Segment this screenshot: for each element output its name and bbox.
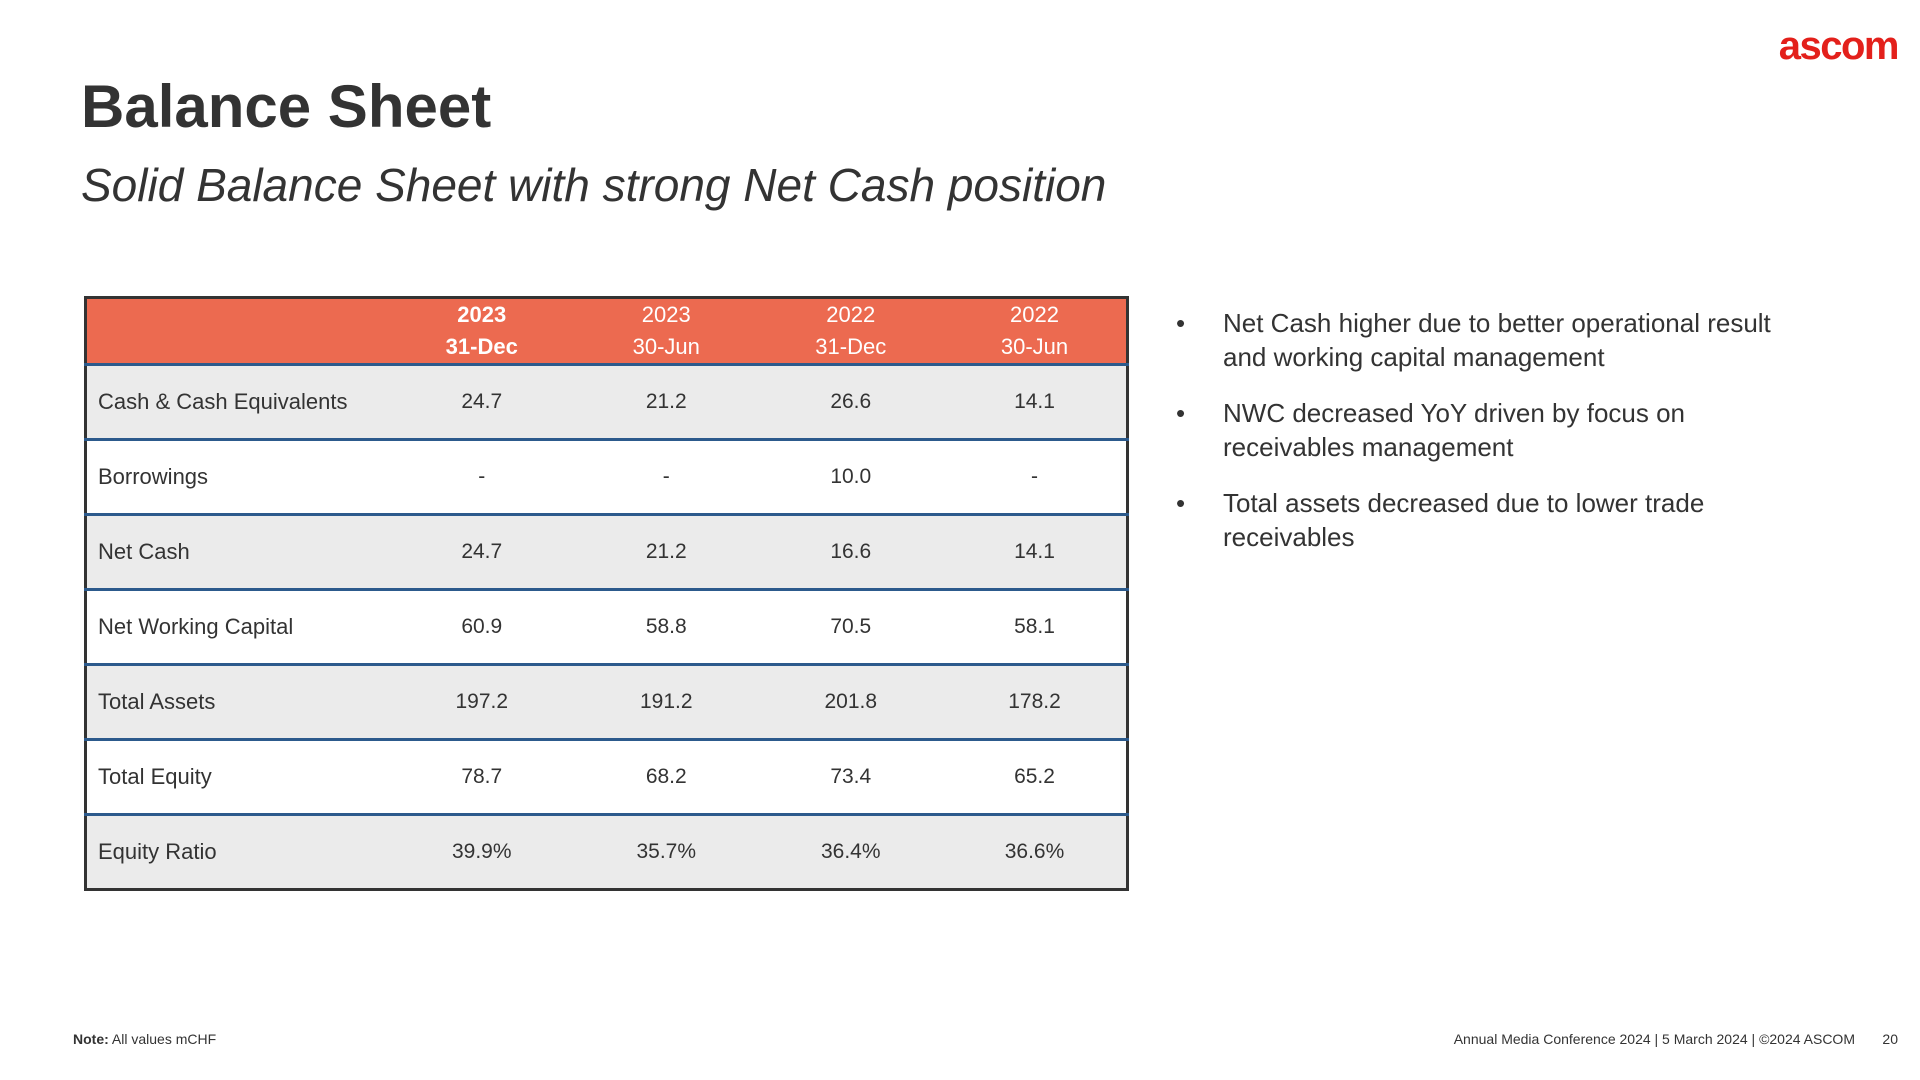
table-cell: - xyxy=(478,465,486,488)
table-cell: 21.2 xyxy=(645,390,687,413)
row-label: Equity Ratio xyxy=(98,839,217,864)
bullet-dot-icon: • xyxy=(1176,398,1186,428)
table-cell: 70.5 xyxy=(830,615,872,638)
bullet-dot-icon: • xyxy=(1176,488,1186,518)
table-cell: - xyxy=(1031,465,1038,488)
bullet-text: NWC decreased YoY driven by focus on receivables management xyxy=(1223,398,1686,462)
table-cell: 60.9 xyxy=(461,615,503,638)
slide-title: Balance Sheet xyxy=(81,73,492,140)
footer-note xyxy=(73,1031,216,1047)
table-cell: 21.2 xyxy=(645,540,687,563)
table-cell: 35.7% xyxy=(636,840,697,863)
table-row xyxy=(86,440,1128,515)
table-cell: 58.8 xyxy=(645,615,687,638)
table-cell: 191.2 xyxy=(639,690,693,713)
table-cell: 73.4 xyxy=(830,765,872,788)
slide-subtitle: Solid Balance Sheet with strong Net Cash position xyxy=(81,159,1107,211)
bullet-dot-icon: • xyxy=(1176,308,1186,338)
table-row xyxy=(86,815,1128,890)
table-cell: 68.2 xyxy=(645,765,687,788)
row-label: Borrowings xyxy=(98,464,209,489)
table-cell: 10.0 xyxy=(830,465,872,488)
table-cell: 14.1 xyxy=(1014,390,1055,413)
balance-sheet-table xyxy=(84,296,1129,891)
table-row xyxy=(86,365,1128,440)
ascom-logo: ascom xyxy=(1778,24,1898,68)
table-row xyxy=(86,740,1128,815)
row-label: Net Working Capital xyxy=(98,614,294,639)
column-header-year: 2022 xyxy=(826,302,876,327)
table-cell: 26.6 xyxy=(830,390,872,413)
row-label: Net Cash xyxy=(98,539,190,564)
page-number: 20 xyxy=(1882,1031,1898,1047)
row-label: Cash & Cash Equivalents xyxy=(98,389,348,414)
table-cell: 24.7 xyxy=(461,540,503,563)
column-header-year: 2022 xyxy=(1010,302,1059,327)
bullet-item xyxy=(1170,486,1810,554)
column-header-year: 2023 xyxy=(457,302,507,327)
table-row xyxy=(86,665,1128,740)
table-cell: 16.6 xyxy=(830,540,872,563)
table-cell: 197.2 xyxy=(455,690,509,713)
table-cell: 201.8 xyxy=(824,690,878,713)
column-header xyxy=(943,298,1128,365)
table-cell: 39.9% xyxy=(451,840,512,863)
bullet-item xyxy=(1170,306,1810,374)
column-header xyxy=(390,298,575,365)
table-cell: 36.6% xyxy=(1004,840,1065,863)
column-header-date: 31-Dec xyxy=(445,334,518,359)
header-empty-cell xyxy=(86,298,390,365)
table-cell: 24.7 xyxy=(461,390,503,413)
table-cell: 178.2 xyxy=(1008,690,1061,713)
footer-note-label: Note: xyxy=(73,1031,109,1047)
table-row xyxy=(86,590,1128,665)
bullet-text: Total assets decreased due to lower trade receivables xyxy=(1223,488,1705,552)
column-header-date: 31-Dec xyxy=(815,334,887,359)
column-header xyxy=(759,298,944,365)
table-row xyxy=(86,515,1128,590)
column-header xyxy=(574,298,759,365)
row-label: Total Assets xyxy=(98,689,216,714)
column-header-year: 2023 xyxy=(641,302,691,327)
footer-conference-info: Annual Media Conference 2024 | 5 March 2024 | ©2024 ASCOM xyxy=(1453,1031,1855,1047)
table-cell: 65.2 xyxy=(1014,765,1055,788)
row-label: Total Equity xyxy=(98,764,212,789)
table-cell: 58.1 xyxy=(1014,615,1055,638)
table-cell: 36.4% xyxy=(820,840,881,863)
bullet-text: Net Cash higher due to better operational result and working capital management xyxy=(1223,308,1771,372)
footer-note-text: All values mCHF xyxy=(108,1031,217,1047)
column-header-date: 30-Jun xyxy=(1000,334,1069,359)
column-header-date: 30-Jun xyxy=(632,334,700,359)
table-header-row xyxy=(86,298,1128,365)
table-cell: 14.1 xyxy=(1014,540,1055,563)
bullet-item xyxy=(1170,396,1810,464)
table-cell: - xyxy=(662,465,670,488)
key-points-list xyxy=(1170,306,1810,576)
table-cell: 78.7 xyxy=(461,765,503,788)
